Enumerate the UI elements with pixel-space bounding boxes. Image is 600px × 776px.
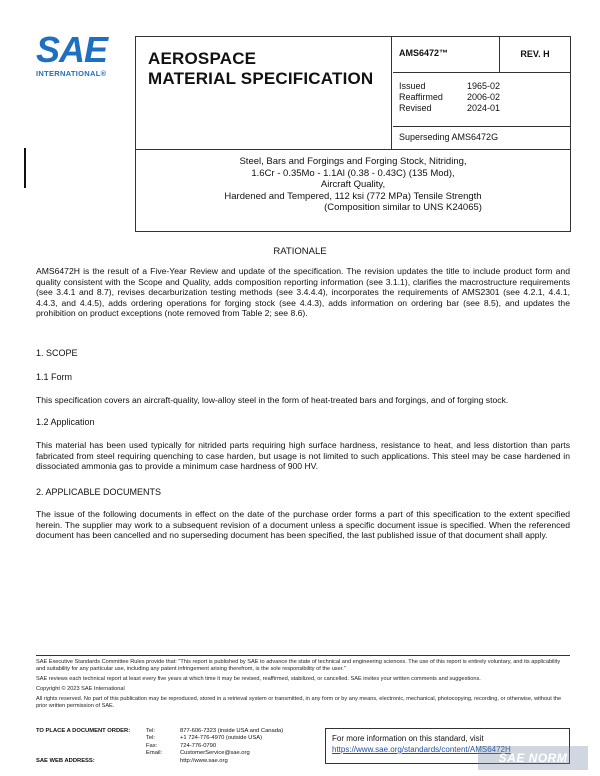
section-application: 1.2 Application	[36, 417, 95, 427]
header-box	[135, 36, 571, 150]
section-form: 1.1 Form	[36, 372, 73, 382]
header-dates	[393, 73, 570, 127]
fax: 724-776-0790	[180, 742, 217, 749]
header-docnum-row	[393, 37, 570, 73]
subject-box	[135, 150, 571, 232]
revised-date: 2024-01	[467, 103, 501, 113]
logo-sub: INTERNATIONAL®	[36, 69, 107, 78]
reaffirmed-label: Reaffirmed	[399, 92, 443, 102]
reaffirmed-row	[399, 92, 570, 103]
issued-label: Issued	[399, 81, 426, 91]
spacer	[36, 750, 146, 757]
logo-mark: SAE	[36, 29, 108, 70]
more-info-text: For more information on this standard, visit	[332, 734, 484, 743]
contact-row	[36, 758, 336, 765]
order-label: TO PLACE A DOCUMENT ORDER:	[36, 728, 131, 734]
contact-row	[36, 735, 336, 742]
issued-date: 1965-02	[467, 81, 501, 91]
footer-notice	[36, 655, 570, 713]
subject-line: Hardened and Tempered, 112 ksi (772 MPa) Tensile Strength	[224, 190, 482, 202]
email-label: Email:	[146, 750, 163, 757]
web-label: SAE WEB ADDRESS:	[36, 757, 95, 764]
footer-paragraph: SAE reviews each technical report at least every five years at which time it may be revised, reaffirmed, stabilized, or cancelled. SAE invites your written comments and suggestions.	[36, 676, 481, 682]
contact-row	[36, 743, 336, 750]
footer-paragraph: All rights reserved. No part of this publication may be reproduced, stored in a retrieval system or transmitted, in any form or by any means, electronic, mechanical, photocopying, recording, or otherwise, without the prior written permission of SAE.	[36, 696, 562, 709]
subject-line: (Composition similar to UNS K24065)	[324, 202, 482, 213]
issued-row	[399, 81, 570, 92]
revised-label: Revised	[399, 103, 432, 113]
revision: REV. H	[499, 37, 570, 72]
revised-row	[399, 103, 570, 114]
reaffirmed-date: 2006-02	[467, 92, 501, 102]
header-title-cell	[136, 37, 392, 149]
rationale-title: RATIONALE	[273, 246, 327, 257]
header-info-cell	[393, 37, 570, 149]
revision-change-bar	[24, 148, 26, 188]
sae-logo	[36, 29, 122, 78]
spacer	[36, 743, 146, 750]
web-address[interactable]: http://www.sae.org	[180, 757, 228, 764]
email[interactable]: CustomerService@sae.org	[180, 750, 250, 757]
tel-label: Tel:	[146, 728, 156, 734]
fax-label: Fax:	[146, 742, 158, 749]
spacer	[36, 735, 146, 742]
tel-label: Tel:	[146, 735, 156, 742]
tel-outside: +1 724-776-4970 (outside USA)	[180, 735, 263, 742]
spacer	[146, 758, 180, 765]
header-title-line2: MATERIAL SPECIFICATION	[148, 69, 374, 88]
subject-line: 1.6Cr - 0.35Mo - 1.1Al (0.38 - 0.43C) (135 Mod),	[251, 167, 455, 179]
footer-paragraph: Copyright © 2023 SAE International	[36, 686, 125, 692]
contact-row	[36, 728, 336, 735]
sae-norm-watermark: SAE NORM	[478, 746, 588, 770]
superseding: Superseding AMS6472G	[399, 132, 499, 142]
contact-info	[36, 728, 336, 765]
header-title-line1: AEROSPACE	[148, 49, 257, 68]
subject-line: Aircraft Quality,	[320, 179, 386, 190]
contact-row	[36, 750, 336, 757]
subject-line: Steel, Bars and Forgings and Forging Stock, Nitriding,	[239, 156, 467, 167]
section-scope: 1. SCOPE	[36, 348, 78, 358]
standard-link[interactable]: https://www.sae.org/standards/content/AMS6472H	[332, 745, 511, 754]
rationale-text: AMS6472H is the result of a Five-Year Review and update of the specification. The revision updates the title to include product form and quality consistent with the Scope and Quality, adds composition reporting information (see 3.1.1), clarifies the macrostructure requirements (see 3.4.1 and 8.7), revises decarburization testing methods (see 3.4.4.4), incorporates the requirements of AMS2301 (see 4.2.1, 4.4.1, 4.4.3, and 4.4.5), adds ordering operations for forging stock (see 4.4.3), adds information on ordering bar (see 8.5), and updates the prohibition on product exceptions (note removed from Table 2; see 8.6).	[36, 266, 570, 319]
applicable-documents-text: The issue of the following documents in effect on the date of the purchase order forms a part of this specification to the extent specified herein. The supplier may work to a subsequent revision of a document unless a specific document issue is specified. When the referenced document has been cancelled and no superseding document has been specified, the last published issue of that document shall apply.	[36, 509, 570, 541]
form-text: This specification covers an aircraft-quality, low-alloy steel in the form of heat-treated bars and forgings, and of forging stock.	[36, 395, 509, 405]
application-text: This material has been used typically for nitrided parts requiring high surface hardness, resistance to heat, and less distortion than parts fabricated from steel requiring quenching to case harden, but usage is not limited to such applications. This steel may be case hardened in dissociated ammonia gas to provide a minimum case hardness of 900 HV.	[36, 440, 570, 472]
doc-number: AMS6472™	[399, 48, 449, 58]
tel-inside: 877-606-7323 (inside USA and Canada)	[180, 728, 284, 734]
footer-paragraph: SAE Executive Standards Committee Rules provide that: "This report is published by SAE to advance the state of technical and engineering sciences. The use of this report is entirely voluntary, and its applicability and suitability for any particular use, including any patent infringement arising therefrom, is the sole responsibility of the user."	[36, 659, 561, 672]
section-applicable-documents: 2. APPLICABLE DOCUMENTS	[36, 487, 162, 497]
